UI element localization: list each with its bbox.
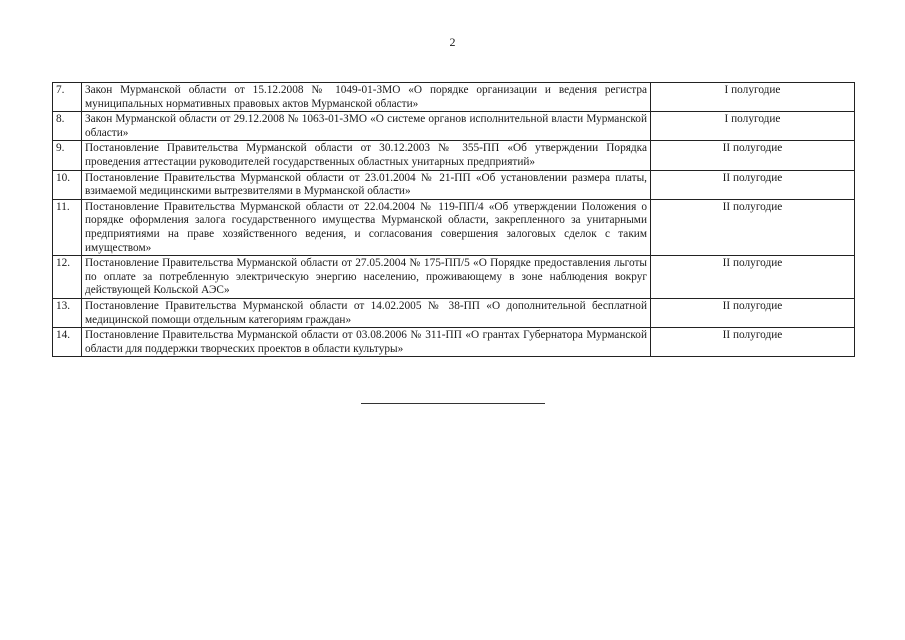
legal-acts-table	[52, 82, 855, 357]
table-row	[53, 83, 855, 112]
row-number: 11.	[53, 199, 82, 255]
row-number: 7.	[53, 83, 82, 112]
act-term: II полугодие	[651, 298, 855, 327]
act-title: Постановление Правительства Мурманской области от 03.08.2006 № 311-ПП «О грантах Губернатора Мурманской области для поддержки творческих проектов в области культуры»	[82, 328, 651, 357]
act-title: Постановление Правительства Мурманской области от 14.02.2005 № 38-ПП «О дополнительной бесплатной медицинской помощи отдельным категориям граждан»	[82, 298, 651, 327]
page-number: 2	[449, 35, 456, 49]
table-row	[53, 298, 855, 327]
act-term: II полугодие	[651, 199, 855, 255]
act-term: I полугодие	[651, 83, 855, 112]
row-number: 14.	[53, 328, 82, 357]
end-divider	[361, 403, 545, 404]
act-title: Постановление Правительства Мурманской области от 27.05.2004 № 175-ПП/5 «О Порядке предоставления льготы по оплате за потребленную электрическую энергию населению, проживающему в зоне наблюдения вокруг действующей Кольской АЭС»	[82, 256, 651, 299]
row-number: 12.	[53, 256, 82, 299]
table-row	[53, 170, 855, 199]
act-title: Постановление Правительства Мурманской области от 22.04.2004 № 119-ПП/4 «Об утверждении Положения о порядке оформления залога государственного имущества Мурманской области, закрепленного за унитарными предприятиями на праве хозяйственного ведения, и согласования совершения залоговых сделок с таким имуществом»	[82, 199, 651, 255]
table-row	[53, 256, 855, 299]
row-number: 8.	[53, 112, 82, 141]
act-title: Закон Мурманской области от 29.12.2008 № 1063-01-ЗМО «О системе органов исполнительной власти Мурманской области»	[82, 112, 651, 141]
act-title: Постановление Правительства Мурманской области от 23.01.2004 № 21-ПП «Об установлении размера платы, взимаемой медицинскими вытрезвителями в Мурманской области»	[82, 170, 651, 199]
table-row	[53, 112, 855, 141]
row-number: 9.	[53, 141, 82, 170]
row-number: 13.	[53, 298, 82, 327]
act-term: II полугодие	[651, 256, 855, 299]
row-number: 10.	[53, 170, 82, 199]
table-row	[53, 141, 855, 170]
act-title: Закон Мурманской области от 15.12.2008 № 1049-01-ЗМО «О порядке организации и ведения регистра муниципальных нормативных правовых актов Мурманской области»	[82, 83, 651, 112]
act-term: II полугодие	[651, 141, 855, 170]
act-term: II полугодие	[651, 328, 855, 357]
table-row	[53, 199, 855, 255]
act-title: Постановление Правительства Мурманской области от 30.12.2003 № 355-ПП «Об утверждении Порядка проведения аттестации руководителей государственных областных унитарных предприятий»	[82, 141, 651, 170]
act-term: I полугодие	[651, 112, 855, 141]
act-term: II полугодие	[651, 170, 855, 199]
table-row	[53, 328, 855, 357]
